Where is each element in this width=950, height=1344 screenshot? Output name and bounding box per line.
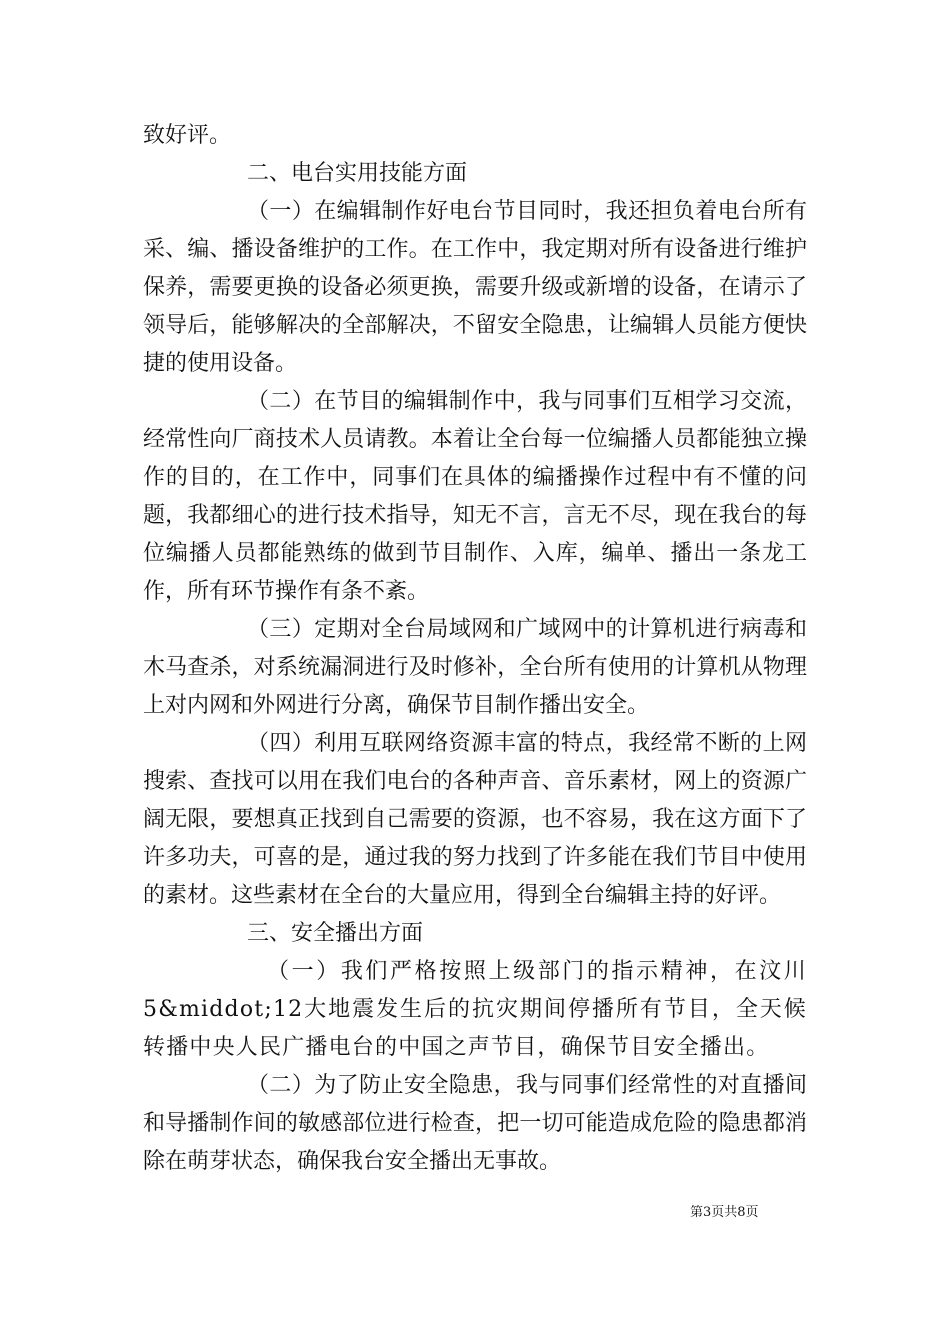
paragraph-2-1: （一）在编辑制作好电台节目同时，我还担负着电台所有采、编、播设备维护的工作。在工作中，我定期对所有设备进行维护保养，需要更换的设备必须更换，需要升级或新增的设备，在请示了领导后，能够解决的全部解决，不留安全隐患，让编辑人员能方便快捷的使用设备。 bbox=[143, 199, 807, 376]
section-heading-2: 二、电台实用技能方面 bbox=[247, 161, 468, 186]
page-number-footer: 第3页共8页 bbox=[690, 1205, 759, 1220]
paragraph-2-4: （四）利用互联网络资源丰富的特点，我经常不断的上网搜索、查找可以用在我们电台的各种声音、音乐素材，网上的资源广阔无限，要想真正找到自己需要的资源，也不容易，我在这方面下了许多功夫，可喜的是，通过我的努力找到了许多能在我们节目中使用的素材。这些素材在全台的大量应用，得到全台编辑主持的好评。 bbox=[143, 731, 807, 908]
paragraph-3-1: （一）我们严格按照上级部门的指示精神，在汶川5&middot;12大地震发生后的抗灾期间停播所有节目，全天候转播中央人民广播电台的中国之声节目，确保节目安全播出。 bbox=[143, 959, 807, 1060]
document-body bbox=[143, 117, 807, 1181]
paragraph-3-2: （二）为了防止安全隐患，我与同事们经常性的对直播间和导播制作间的敏感部位进行检查，把一切可能造成危险的隐患都消除在萌芽状态，确保我台安全播出无事故。 bbox=[143, 1073, 807, 1174]
paragraph-2-2: （二）在节目的编辑制作中，我与同事们互相学习交流，经常性向厂商技术人员请教。本着让全台每一位编播人员都能独立操作的目的，在工作中，同事们在具体的编播操作过程中有不懂的问题，我都细心的进行技术指导，知无不言，言无不尽，现在我台的每位编播人员都能熟练的做到节目制作、入库，编单、播出一条龙工作，所有环节操作有条不紊。 bbox=[143, 389, 807, 604]
paragraph-continuation: 致好评。 bbox=[143, 123, 232, 148]
section-heading-3: 三、安全播出方面 bbox=[247, 921, 424, 946]
paragraph-2-3: （三）定期对全台局域网和广域网中的计算机进行病毒和木马查杀，对系统漏洞进行及时修补，全台所有使用的计算机从物理上对内网和外网进行分离，确保节目制作播出安全。 bbox=[143, 617, 807, 718]
